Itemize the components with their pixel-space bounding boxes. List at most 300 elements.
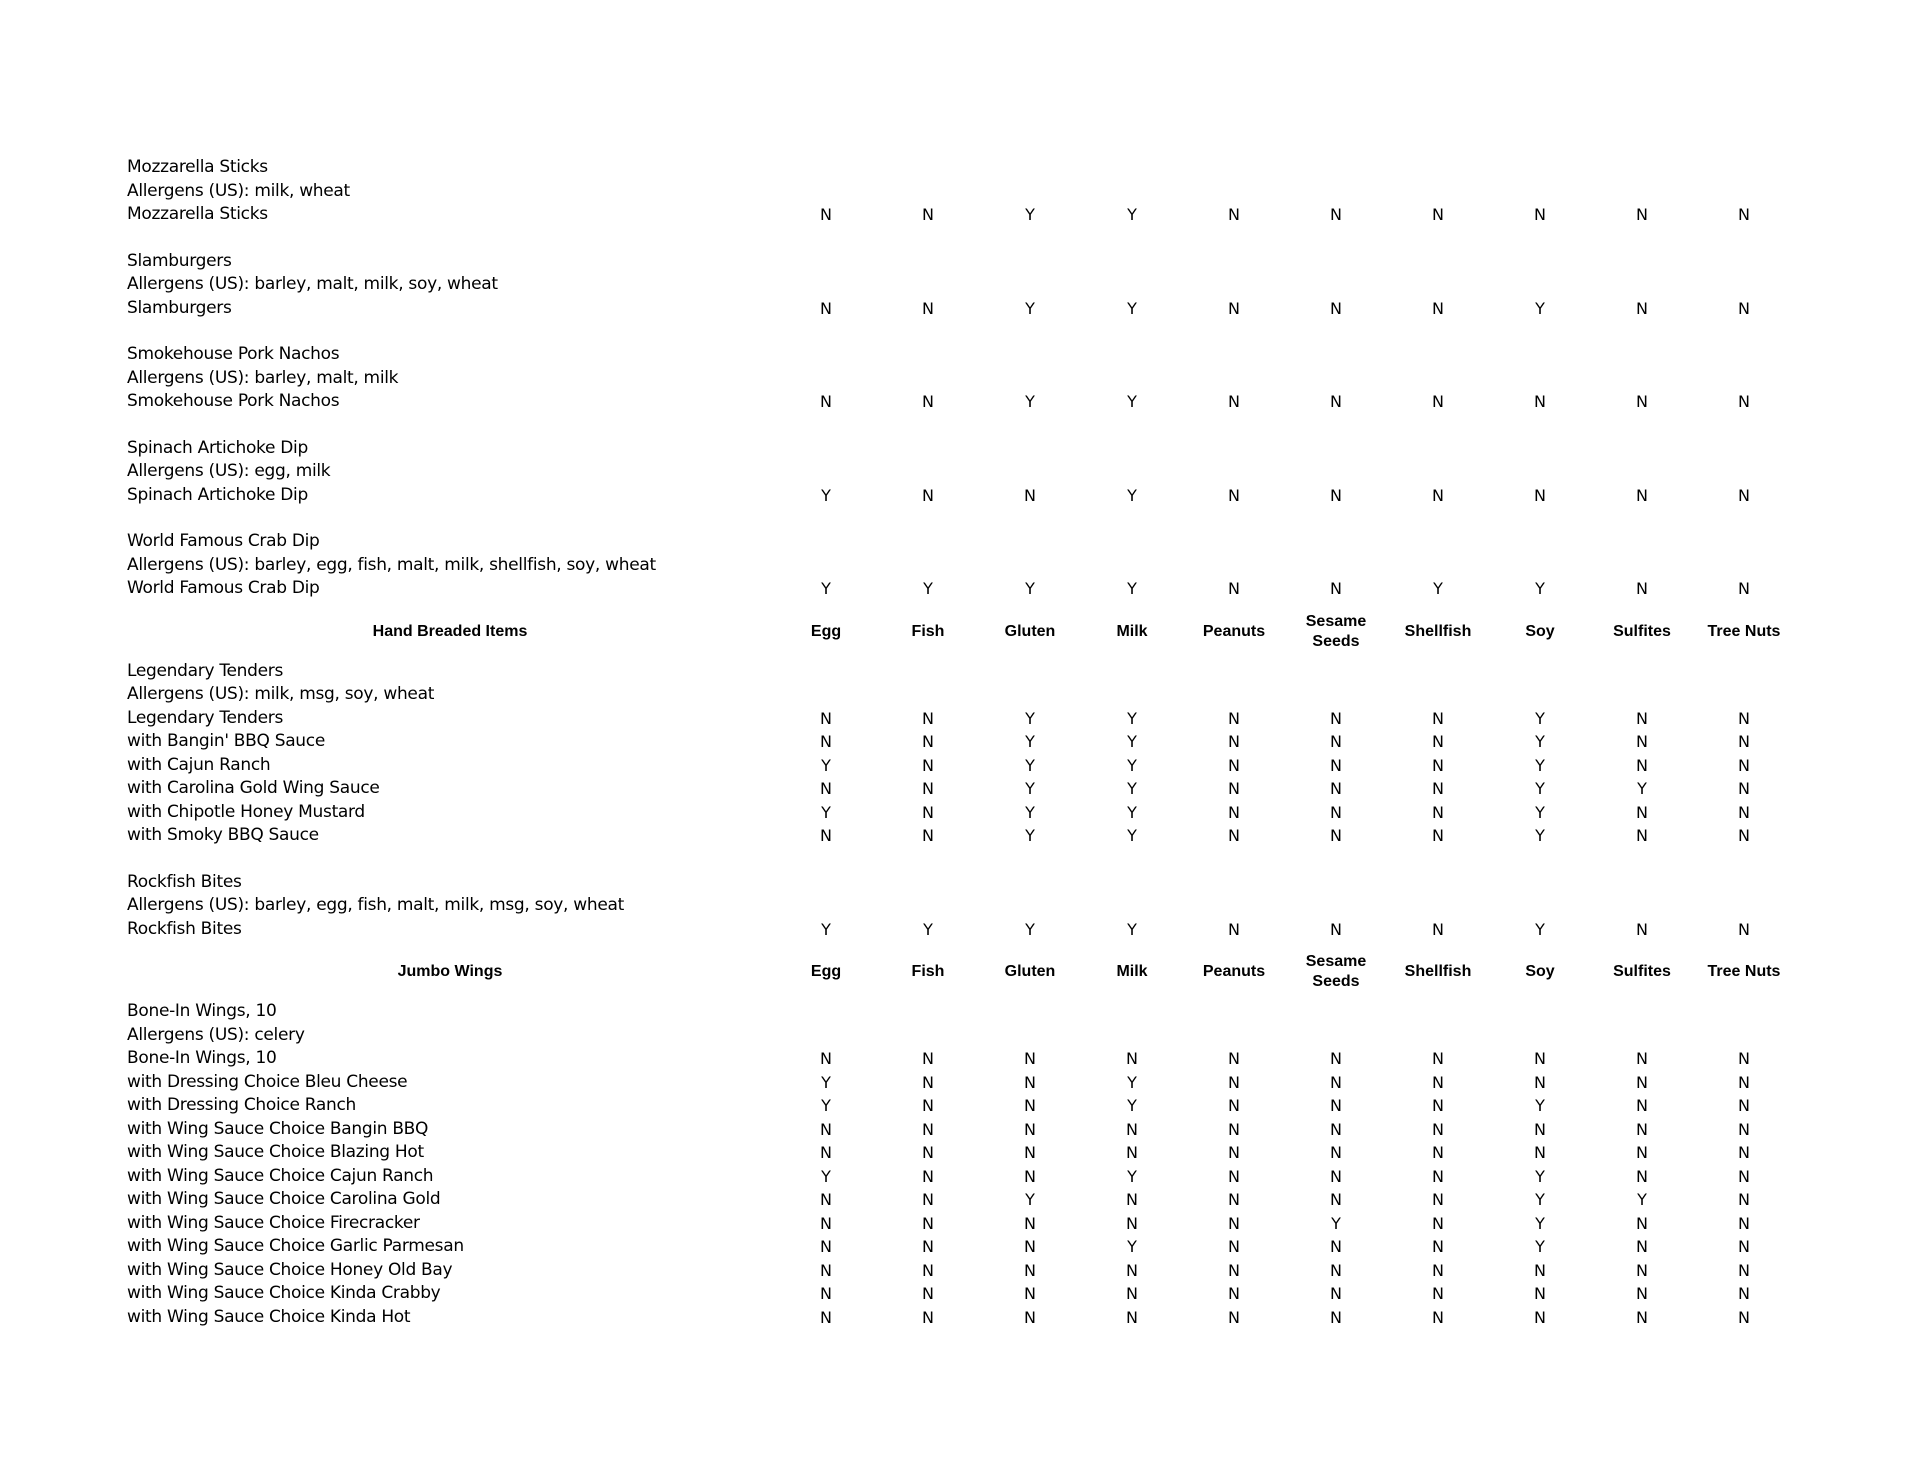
allergen-flag: N: [1228, 1049, 1240, 1068]
allergen-flag: Y: [1127, 1237, 1137, 1256]
allergen-flag: N: [922, 485, 934, 505]
allergen-flag: N: [1636, 485, 1648, 505]
allergen-flag: N: [1636, 1049, 1648, 1068]
item-title: Rockfish Bites: [127, 871, 242, 892]
allergen-flag: N: [1432, 1260, 1444, 1280]
allergen-flag: N: [1228, 708, 1240, 728]
column-header: Soy: [1525, 963, 1555, 980]
allergen-flag: N: [1330, 1143, 1342, 1162]
allergen-flag: Y: [1127, 205, 1137, 224]
table-row: [0, 1306, 1920, 1329]
allergen-flag: N: [922, 1119, 934, 1139]
column-header: Fish: [911, 963, 945, 980]
allergen-flag: N: [1228, 1237, 1240, 1256]
allergen-flag: N: [1534, 1049, 1546, 1068]
allergen-flag: Y: [1535, 919, 1545, 939]
allergen-flag: Y: [1127, 708, 1137, 728]
table-row: [0, 918, 1920, 941]
allergen-flag: N: [1636, 298, 1648, 318]
allergen-flag: Y: [1535, 579, 1545, 598]
allergen-flag: Y: [1433, 579, 1443, 598]
allergen-flag: N: [1126, 1213, 1138, 1233]
row-name: Slamburgers: [127, 297, 232, 318]
table-row: [0, 1235, 1920, 1258]
table-row: [0, 1212, 1920, 1235]
allergen-flag: Y: [1637, 779, 1647, 798]
allergen-flag: N: [820, 1213, 832, 1233]
allergen-flag: Y: [1025, 392, 1035, 411]
allergen-flag: N: [1330, 779, 1342, 798]
allergen-flag: N: [1330, 1072, 1342, 1092]
text-line: [0, 367, 1920, 390]
allergen-flag: N: [1024, 1096, 1036, 1115]
allergen-flag: N: [1738, 755, 1750, 775]
allergen-list: Allergens (US): milk, msg, soy, wheat: [127, 684, 435, 704]
allergen-flag: N: [1738, 485, 1750, 505]
allergen-flag: N: [1738, 1166, 1750, 1186]
table-row: [0, 484, 1920, 507]
allergen-flag: N: [922, 826, 934, 845]
allergen-flag: N: [1330, 392, 1342, 411]
allergen-flag: Y: [1535, 1096, 1545, 1115]
row-name: with Cajun Ranch: [127, 754, 271, 775]
allergen-flag: N: [1432, 205, 1444, 224]
allergen-flag: N: [1330, 1307, 1342, 1327]
allergen-flag: N: [820, 1049, 832, 1068]
row-name: Mozzarella Sticks: [127, 204, 268, 224]
allergen-flag: N: [1534, 1143, 1546, 1162]
allergen-flag: N: [922, 1166, 934, 1186]
allergen-flag: N: [1738, 732, 1750, 751]
allergen-flag: N: [1738, 1143, 1750, 1162]
allergen-flag: N: [1126, 1049, 1138, 1068]
text-line: [0, 554, 1920, 577]
allergen-flag: N: [922, 708, 934, 728]
allergen-flag: N: [820, 1260, 832, 1280]
allergen-flag: N: [820, 779, 832, 798]
allergen-flag: N: [1228, 1072, 1240, 1092]
allergen-flag: N: [1330, 708, 1342, 728]
row-name: with Wing Sauce Choice Firecracker: [127, 1212, 420, 1233]
allergen-flag: N: [1636, 392, 1648, 411]
allergen-flag: N: [820, 1307, 832, 1327]
table-row: [0, 707, 1920, 730]
allergen-flag: Y: [1127, 485, 1137, 505]
allergen-flag: Y: [1535, 298, 1545, 318]
row-name: with Bangin' BBQ Sauce: [127, 731, 325, 751]
allergen-flag: Y: [1535, 779, 1545, 798]
row-name: Spinach Artichoke Dip: [127, 484, 308, 505]
allergen-flag: N: [922, 1072, 934, 1092]
row-name: with Wing Sauce Choice Bangin BBQ: [127, 1118, 429, 1139]
allergen-flag: N: [1126, 1143, 1138, 1162]
item-title: Smokehouse Pork Nachos: [127, 344, 340, 364]
row-name: with Wing Sauce Choice Garlic Parmesan: [127, 1236, 464, 1256]
allergen-flag: N: [1432, 1307, 1444, 1327]
allergen-flag: N: [1432, 919, 1444, 939]
section-title: Jumbo Wings: [397, 963, 503, 980]
allergen-flag: N: [1636, 1096, 1648, 1115]
allergen-flag: N: [1330, 1190, 1342, 1209]
allergen-flag: Y: [821, 1072, 831, 1092]
allergen-flag: Y: [821, 579, 831, 598]
table-row: [0, 390, 1920, 413]
allergen-flag: N: [1636, 732, 1648, 751]
column-header: Tree Nuts: [1707, 622, 1781, 640]
allergen-flag: Y: [923, 919, 933, 939]
allergen-flag: N: [1534, 205, 1546, 224]
allergen-list: Allergens (US): milk, wheat: [127, 180, 350, 201]
allergen-flag: N: [922, 755, 934, 775]
allergen-flag: Y: [1535, 1237, 1545, 1256]
column-header: Fish: [911, 622, 945, 640]
allergen-flag: N: [922, 1213, 934, 1233]
table-row: [0, 801, 1920, 824]
allergen-flag: N: [1330, 205, 1342, 224]
allergen-flag: N: [1534, 1072, 1546, 1092]
allergen-flag: Y: [1127, 1166, 1137, 1186]
allergen-flag: N: [820, 732, 832, 751]
allergen-flag: N: [1330, 485, 1342, 505]
text-line: [0, 343, 1920, 366]
column-header: Sulfites: [1613, 622, 1671, 640]
allergen-flag: Y: [1127, 826, 1137, 845]
row-name: with Wing Sauce Choice Blazing Hot: [127, 1142, 424, 1162]
allergen-flag: N: [1228, 1166, 1240, 1186]
allergen-flag: N: [922, 1143, 934, 1162]
allergen-flag: N: [1636, 708, 1648, 728]
allergen-flag: N: [1330, 1096, 1342, 1115]
allergen-flag: Y: [1025, 579, 1035, 598]
text-line: [0, 437, 1920, 460]
allergen-list: Allergens (US): egg, milk: [127, 461, 331, 481]
allergen-flag: N: [1534, 392, 1546, 411]
allergen-flag: N: [1024, 1260, 1036, 1280]
column-header: Milk: [1116, 622, 1148, 640]
allergen-flag: N: [820, 1143, 832, 1162]
allergen-flag: Y: [1535, 732, 1545, 751]
allergen-flag: Y: [1025, 802, 1035, 822]
allergen-flag: N: [1738, 826, 1750, 845]
column-header: Egg: [810, 622, 842, 640]
allergen-flag: N: [1738, 1190, 1750, 1209]
allergen-flag: N: [1228, 1260, 1240, 1280]
allergen-flag: N: [1228, 755, 1240, 775]
row-name: Rockfish Bites: [127, 918, 242, 939]
allergen-flag: N: [1738, 1307, 1750, 1327]
allergen-flag: N: [1330, 1237, 1342, 1256]
allergen-flag: N: [1024, 1284, 1036, 1303]
row-name: Smokehouse Pork Nachos: [127, 391, 340, 411]
allergen-flag: N: [1534, 1284, 1546, 1303]
allergen-flag: N: [1432, 1143, 1444, 1162]
allergen-flag: Y: [821, 1096, 831, 1115]
allergen-flag: Y: [1127, 919, 1137, 939]
allergen-flag: N: [1330, 1260, 1342, 1280]
allergen-flag: N: [1636, 1260, 1648, 1280]
allergen-flag: N: [1432, 1284, 1444, 1303]
allergen-flag: N: [1432, 485, 1444, 505]
allergen-flag: N: [922, 1237, 934, 1256]
text-line: [0, 156, 1920, 179]
table-row: [0, 577, 1920, 600]
row-name: with Wing Sauce Choice Honey Old Bay: [127, 1259, 453, 1280]
column-header: Gluten: [1004, 963, 1056, 980]
allergen-flag: N: [1738, 1237, 1750, 1256]
allergen-flag: N: [1024, 1237, 1036, 1256]
allergen-flag: N: [1738, 919, 1750, 939]
allergen-flag: N: [1024, 1072, 1036, 1092]
text-line: [0, 894, 1920, 917]
allergen-flag: N: [1126, 1190, 1138, 1209]
allergen-flag: Y: [1025, 732, 1035, 751]
allergen-flag: N: [1636, 1143, 1648, 1162]
allergen-flag: Y: [1025, 826, 1035, 845]
text-line: [0, 250, 1920, 273]
allergen-flag: N: [1534, 1119, 1546, 1139]
allergen-flag: N: [820, 298, 832, 318]
allergen-flag: Y: [1535, 826, 1545, 845]
allergen-flag: Y: [1127, 1072, 1137, 1092]
allergen-flag: Y: [923, 579, 933, 598]
allergen-flag: N: [1636, 1119, 1648, 1139]
item-title: Mozzarella Sticks: [127, 157, 268, 177]
allergen-flag: N: [820, 1119, 832, 1139]
allergen-flag: Y: [1535, 708, 1545, 728]
table-row: [0, 203, 1920, 226]
allergen-list: Allergens (US): barley, malt, milk, soy, wheat: [127, 274, 498, 294]
allergen-flag: Y: [1127, 755, 1137, 775]
allergen-flag: Y: [1535, 755, 1545, 775]
allergen-flag: Y: [1535, 1166, 1545, 1186]
allergen-flag: Y: [1025, 1190, 1035, 1209]
allergen-flag: N: [1432, 1190, 1444, 1209]
allergen-flag: Y: [1025, 298, 1035, 318]
allergen-flag: N: [1228, 205, 1240, 224]
item-title: Slamburgers: [127, 250, 232, 271]
allergen-flag: N: [1024, 1049, 1036, 1068]
allergen-flag: N: [820, 826, 832, 845]
allergen-flag: N: [1432, 1072, 1444, 1092]
section-title: Hand Breaded Items: [372, 622, 528, 640]
allergen-flag: N: [1330, 919, 1342, 939]
allergen-flag: N: [1636, 205, 1648, 224]
allergen-flag: N: [820, 205, 832, 224]
allergen-flag: N: [1228, 1284, 1240, 1303]
table-row: [0, 730, 1920, 753]
allergen-list: Allergens (US): barley, egg, fish, malt, milk, msg, soy, wheat: [127, 895, 624, 915]
allergen-flag: N: [1738, 1119, 1750, 1139]
text-line: [0, 530, 1920, 553]
item-title: World Famous Crab Dip: [127, 531, 320, 551]
allergen-flag: N: [1024, 1143, 1036, 1162]
allergen-flag: N: [1330, 732, 1342, 751]
allergen-flag: N: [1432, 1119, 1444, 1139]
allergen-flag: N: [1228, 802, 1240, 822]
item-title: Spinach Artichoke Dip: [127, 437, 308, 458]
allergen-flag: N: [1228, 1213, 1240, 1233]
allergen-flag: N: [1228, 298, 1240, 318]
allergen-flag: N: [922, 298, 934, 318]
table-row: [0, 1047, 1920, 1070]
allergen-flag: N: [1636, 579, 1648, 598]
allergen-flag: N: [1228, 579, 1240, 598]
allergen-flag: Y: [821, 1166, 831, 1186]
allergen-flag: N: [1228, 1190, 1240, 1209]
allergen-flag: N: [1126, 1284, 1138, 1303]
column-header: Soy: [1525, 622, 1555, 640]
text-line: [0, 1024, 1920, 1047]
allergen-flag: N: [1738, 708, 1750, 728]
allergen-flag: N: [820, 1284, 832, 1303]
allergen-flag: N: [1228, 1307, 1240, 1327]
allergen-flag: N: [1738, 579, 1750, 598]
row-name: with Dressing Choice Bleu Cheese: [127, 1071, 408, 1092]
row-name: Bone-In Wings, 10: [127, 1048, 277, 1068]
allergen-flag: Y: [1025, 708, 1035, 728]
row-name: with Wing Sauce Choice Cajun Ranch: [127, 1165, 434, 1186]
table-row: [0, 1118, 1920, 1141]
allergen-flag: N: [1432, 298, 1444, 318]
allergen-list: Allergens (US): barley, egg, fish, malt, milk, shellfish, soy, wheat: [127, 554, 656, 575]
row-name: with Dressing Choice Ranch: [127, 1095, 356, 1115]
item-title: Bone-In Wings, 10: [127, 1001, 277, 1021]
allergen-flag: N: [1432, 732, 1444, 751]
allergen-flag: N: [1636, 1307, 1648, 1327]
row-name: with Wing Sauce Choice Kinda Hot: [127, 1306, 411, 1327]
section-header: [0, 610, 1920, 654]
text-line: [0, 180, 1920, 203]
allergen-flag: Y: [1127, 1096, 1137, 1115]
allergen-flag: N: [1024, 1307, 1036, 1327]
column-header: Egg: [810, 963, 842, 980]
allergen-flag: N: [1738, 1213, 1750, 1233]
allergen-flag: N: [1024, 1213, 1036, 1233]
table-row: [0, 1141, 1920, 1164]
allergen-flag: N: [922, 1260, 934, 1280]
allergen-flag: N: [1228, 1096, 1240, 1115]
column-header: Sesame Seeds: [1305, 612, 1367, 650]
allergen-flag: N: [1432, 1166, 1444, 1186]
allergen-flag: N: [1738, 1096, 1750, 1115]
allergen-flag: Y: [1535, 802, 1545, 822]
table-row: [0, 777, 1920, 800]
allergen-flag: N: [1330, 802, 1342, 822]
allergen-flag: N: [1534, 485, 1546, 505]
allergen-list: Allergens (US): barley, malt, milk: [127, 367, 399, 388]
allergen-flag: N: [1228, 392, 1240, 411]
allergen-flag: N: [1126, 1119, 1138, 1139]
row-name: with Wing Sauce Choice Kinda Crabby: [127, 1283, 441, 1303]
allergen-flag: N: [1432, 1096, 1444, 1115]
allergen-flag: Y: [821, 755, 831, 775]
table-row: [0, 754, 1920, 777]
allergen-flag: N: [1636, 1072, 1648, 1092]
allergen-flag: N: [1330, 826, 1342, 845]
allergen-flag: N: [1636, 1284, 1648, 1303]
allergen-flag: N: [1228, 1143, 1240, 1162]
table-row: [0, 824, 1920, 847]
allergen-flag: N: [820, 708, 832, 728]
allergen-flag: N: [1738, 392, 1750, 411]
allergen-flag: N: [1738, 298, 1750, 318]
allergen-flag: N: [1738, 802, 1750, 822]
allergen-flag: Y: [1637, 1190, 1647, 1209]
section-header: [0, 950, 1920, 994]
allergen-flag: N: [1534, 1307, 1546, 1327]
table-row: [0, 1282, 1920, 1305]
allergen-flag: N: [1636, 802, 1648, 822]
allergen-flag: N: [1330, 1166, 1342, 1186]
allergen-flag: N: [922, 802, 934, 822]
allergen-flag: N: [1228, 779, 1240, 798]
column-header: Sesame Seeds: [1305, 953, 1367, 990]
allergen-flag: N: [1228, 732, 1240, 751]
allergen-flag: N: [1330, 298, 1342, 318]
column-header: Milk: [1116, 963, 1148, 980]
column-header: Peanuts: [1202, 622, 1266, 640]
allergen-flag: Y: [1127, 392, 1137, 411]
allergen-flag: Y: [1127, 579, 1137, 598]
allergen-flag: N: [922, 1284, 934, 1303]
allergen-flag: Y: [821, 802, 831, 822]
column-header: Sulfites: [1613, 963, 1671, 980]
table-row: [0, 1071, 1920, 1094]
allergen-flag: N: [1432, 826, 1444, 845]
allergen-flag: N: [1738, 1049, 1750, 1068]
text-line: [0, 660, 1920, 683]
allergen-flag: N: [1534, 1260, 1546, 1280]
allergen-flag: N: [1636, 1213, 1648, 1233]
row-name: with Smoky BBQ Sauce: [127, 825, 319, 845]
allergen-flag: N: [922, 1049, 934, 1068]
allergen-flag: N: [1636, 826, 1648, 845]
column-header: Peanuts: [1202, 963, 1266, 980]
row-name: with Carolina Gold Wing Sauce: [127, 778, 380, 798]
allergen-flag: Y: [821, 919, 831, 939]
allergen-flag: N: [1738, 1260, 1750, 1280]
allergen-flag: N: [1228, 485, 1240, 505]
allergen-flag: N: [1738, 205, 1750, 224]
table-row: [0, 1259, 1920, 1282]
column-header: Tree Nuts: [1707, 963, 1781, 980]
text-line: [0, 460, 1920, 483]
allergen-flag: N: [1432, 708, 1444, 728]
allergen-flag: N: [1330, 1284, 1342, 1303]
text-line: [0, 871, 1920, 894]
allergen-flag: N: [1126, 1307, 1138, 1327]
allergen-flag: N: [1330, 579, 1342, 598]
allergen-flag: Y: [1535, 1213, 1545, 1233]
allergen-flag: N: [1330, 1049, 1342, 1068]
allergen-flag: N: [1432, 779, 1444, 798]
allergen-flag: N: [1738, 1284, 1750, 1303]
allergen-flag: N: [1228, 1119, 1240, 1139]
allergen-flag: N: [922, 205, 934, 224]
allergen-flag: N: [1228, 919, 1240, 939]
text-line: [0, 273, 1920, 296]
allergen-flag: N: [1432, 755, 1444, 775]
allergen-flag: N: [820, 392, 832, 411]
table-row: [0, 297, 1920, 320]
allergen-flag: N: [922, 779, 934, 798]
allergen-flag: N: [1636, 755, 1648, 775]
allergen-flag: Y: [1127, 732, 1137, 751]
allergen-flag: N: [1432, 1049, 1444, 1068]
allergen-list: Allergens (US): celery: [127, 1024, 305, 1045]
allergen-flag: Y: [1127, 779, 1137, 798]
allergen-flag: Y: [1025, 755, 1035, 775]
